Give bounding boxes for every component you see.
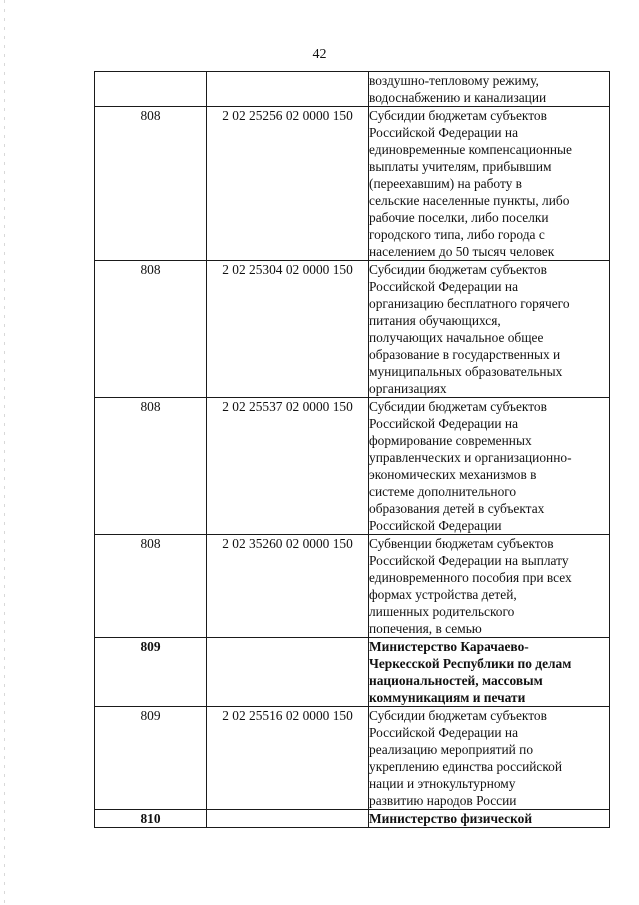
administrator-name	[369, 810, 610, 828]
administrator-code: 809	[95, 707, 207, 810]
description-line: муниципальных образовательных	[369, 364, 563, 379]
page-number: 42	[312, 47, 327, 62]
description-line: Министерство Карачаево-	[369, 639, 529, 654]
table-row	[95, 261, 610, 398]
description-line: формирование современных	[369, 433, 532, 448]
administrator-code	[95, 72, 207, 107]
revenue-description	[369, 107, 610, 261]
description-line: рабочие поселки, либо поселки	[369, 210, 549, 225]
description-line: единовременные компенсационные	[369, 142, 572, 157]
description-line: водоснабжению и канализации	[369, 90, 547, 105]
table-row	[95, 107, 610, 261]
description-line: (переехавшим) на работу в	[369, 176, 522, 191]
description-line: Российской Федерации	[369, 518, 502, 533]
description-line: Российской Федерации на выплату	[369, 553, 569, 568]
description-line: управленческих и организационно-	[369, 450, 572, 465]
description-line: сельские населенные пункты, либо	[369, 193, 570, 208]
table-row	[95, 810, 610, 828]
description-line: Черкесской Республики по делам	[369, 656, 572, 671]
description-line: лишенных родительского	[369, 604, 515, 619]
administrator-code: 808	[95, 535, 207, 638]
description-line: населением до 50 тысяч человек	[369, 244, 555, 259]
administrator-code: 809	[95, 638, 207, 707]
revenue-classification-code	[207, 72, 369, 107]
revenue-classification-code: 2 02 25304 02 0000 150	[207, 261, 369, 398]
description-line: организациях	[369, 381, 447, 396]
description-line: единовременного пособия при всех	[369, 570, 572, 585]
table-body	[95, 72, 610, 828]
administrator-code: 810	[95, 810, 207, 828]
description-line: городского типа, либо города с	[369, 227, 545, 242]
revenue-classification-code: 2 02 25537 02 0000 150	[207, 398, 369, 535]
revenue-classification-code: 2 02 35260 02 0000 150	[207, 535, 369, 638]
description-line: получающих начальное общее	[369, 330, 544, 345]
revenue-description	[369, 398, 610, 535]
description-line: образование в государственных и	[369, 347, 561, 362]
revenue-classification-code	[207, 638, 369, 707]
description-line: Субсидии бюджетам субъектов	[369, 708, 547, 723]
revenue-classification-code	[207, 810, 369, 828]
description-line: нации и этнокультурному	[369, 776, 516, 791]
description-line: развитию народов России	[369, 793, 517, 808]
administrator-code: 808	[95, 107, 207, 261]
description-line: Субсидии бюджетам субъектов	[369, 262, 547, 277]
description-line: попечения, в семью	[369, 621, 482, 636]
description-line: питания обучающихся,	[369, 313, 501, 328]
administrator-name	[369, 638, 610, 707]
description-line: формах устройства детей,	[369, 587, 517, 602]
description-line: Министерство физической	[369, 811, 533, 826]
description-line: системе дополнительного	[369, 484, 517, 499]
description-line: Субвенции бюджетам субъектов	[369, 536, 554, 551]
description-line: образования детей в субъектах	[369, 501, 545, 516]
description-line: реализацию мероприятий по	[369, 742, 534, 757]
table-row	[95, 72, 610, 107]
description-line: Субсидии бюджетам субъектов	[369, 108, 547, 123]
revenue-description	[369, 72, 610, 107]
revenue-description	[369, 707, 610, 810]
description-line: Российской Федерации на	[369, 279, 519, 294]
administrator-code: 808	[95, 261, 207, 398]
revenue-classification-code: 2 02 25256 02 0000 150	[207, 107, 369, 261]
budget-revenue-table	[94, 71, 610, 828]
table-row	[95, 638, 610, 707]
table-row	[95, 535, 610, 638]
scan-edge-artifact	[4, 0, 5, 905]
description-line: Субсидии бюджетам субъектов	[369, 399, 547, 414]
description-line: воздушно-тепловому режиму,	[369, 73, 539, 88]
description-line: Российской Федерации на	[369, 416, 519, 431]
description-line: Российской Федерации на	[369, 125, 519, 140]
revenue-description	[369, 261, 610, 398]
description-line: национальностей, массовым	[369, 673, 543, 688]
revenue-description	[369, 535, 610, 638]
description-line: экономических механизмов в	[369, 467, 537, 482]
administrator-code: 808	[95, 398, 207, 535]
table-row	[95, 707, 610, 810]
table-row	[95, 398, 610, 535]
description-line: укреплению единства российской	[369, 759, 563, 774]
revenue-classification-code: 2 02 25516 02 0000 150	[207, 707, 369, 810]
description-line: коммуникациям и печати	[369, 690, 526, 705]
description-line: выплаты учителям, прибывшим	[369, 159, 552, 174]
description-line: Российской Федерации на	[369, 725, 519, 740]
description-line: организацию бесплатного горячего	[369, 296, 570, 311]
